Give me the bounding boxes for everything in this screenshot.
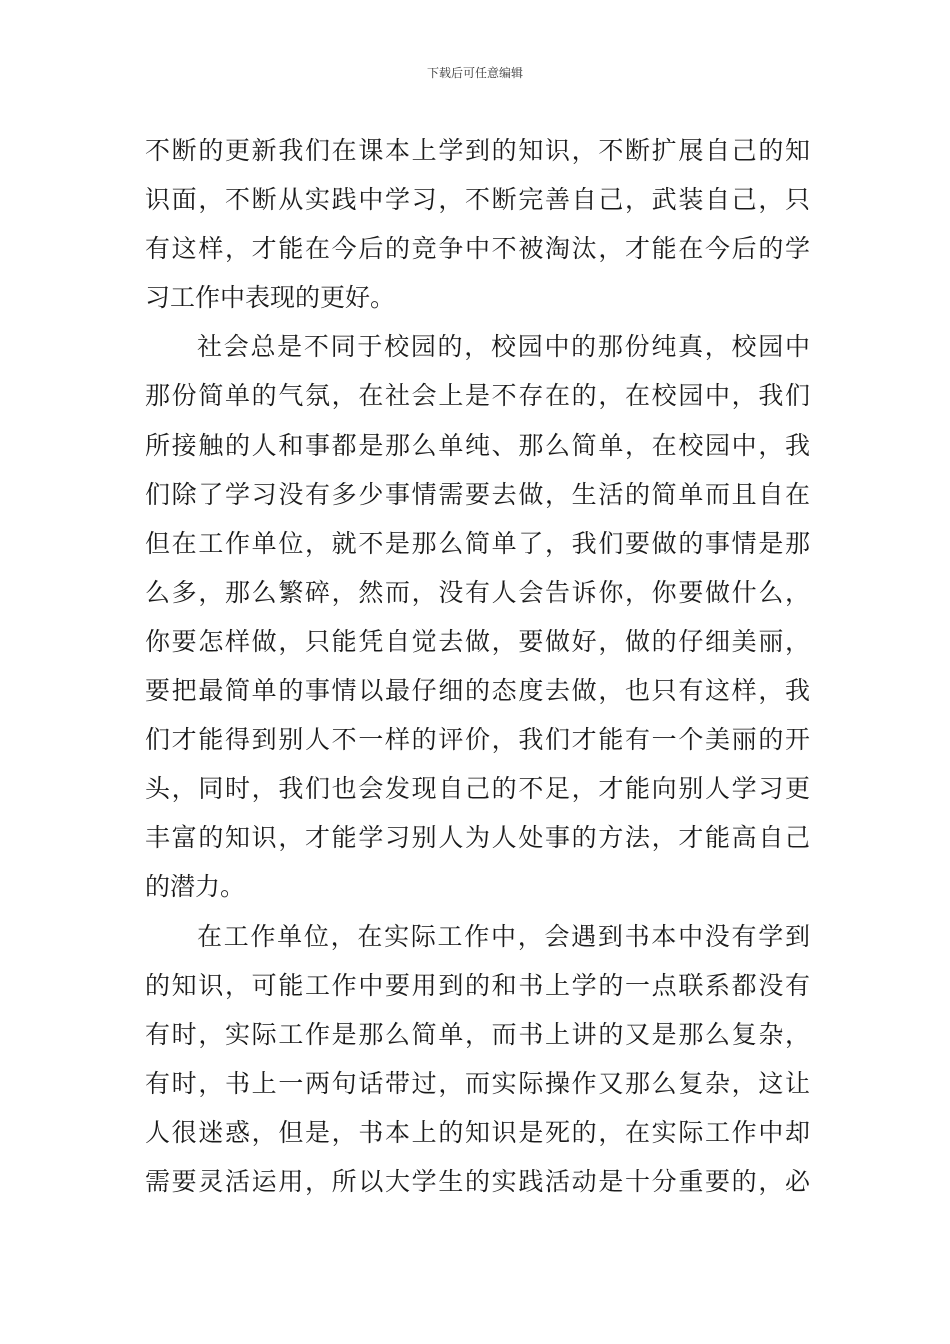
text-line: 你要怎样做，只能凭自觉去做，要做好，做的仔细美丽， <box>145 626 810 656</box>
text-line: 有时，书上一两句话带过，而实际操作又那么复杂，这让 <box>145 1068 810 1098</box>
text-line: 不断的更新我们在课本上学到的知识，不断扩展自己的知 <box>145 136 810 165</box>
text-line: 要把最简单的事情以最仔细的态度去做，也只有这样，我 <box>145 676 810 706</box>
text-line: 头，同时，我们也会发现自己的不足，才能向别人学习更 <box>145 774 810 804</box>
text-line: 的知识，可能工作中要用到的和书上学的一点联系都没有 <box>145 970 810 1000</box>
text-line: 所接触的人和事都是那么单纯、那么简单，在校园中，我 <box>145 430 810 460</box>
text-line: 有这样，才能在今后的竞争中不被淘汰，才能在今后的学 <box>145 234 810 264</box>
text-line: 的潜力。 <box>145 872 246 902</box>
text-line: 们才能得到别人不一样的评价，我们才能有一个美丽的开 <box>145 725 810 755</box>
text-line: 们除了学习没有多少事情需要去做，生活的简单而且自在 <box>145 479 810 509</box>
text-line: 那份简单的气氛，在社会上是不存在的，在校园中，我们 <box>145 381 810 411</box>
text-line: 在工作单位，在实际工作中，会遇到书本中没有学到 <box>197 921 810 951</box>
page-header: 下载后可任意编辑 <box>426 66 523 80</box>
text-line: 需要灵活运用，所以大学生的实践活动是十分重要的，必 <box>145 1166 810 1196</box>
text-line: 人很迷惑，但是，书本上的知识是死的，在实际工作中却 <box>145 1117 810 1147</box>
text-line: 习工作中表现的更好。 <box>145 283 396 313</box>
paragraph <box>145 912 810 1207</box>
paragraph <box>145 322 810 911</box>
text-line: 识面，不断从实践中学习，不断完善自己，武装自己，只 <box>145 185 810 215</box>
text-line: 么多，那么繁碎，然而，没有人会告诉你，你要做什么， <box>145 577 810 607</box>
paragraph <box>145 126 810 322</box>
text-line: 社会总是不同于校园的，校园中的那份纯真，校园中 <box>197 332 810 362</box>
text-line: 但在工作单位，就不是那么简单了，我们要做的事情是那 <box>145 528 810 558</box>
text-line: 有时，实际工作是那么简单，而书上讲的又是那么复杂， <box>145 1019 810 1049</box>
text-line: 丰富的知识，才能学习别人为人处事的方法，才能高自己 <box>145 823 810 853</box>
document-body <box>145 126 810 1206</box>
